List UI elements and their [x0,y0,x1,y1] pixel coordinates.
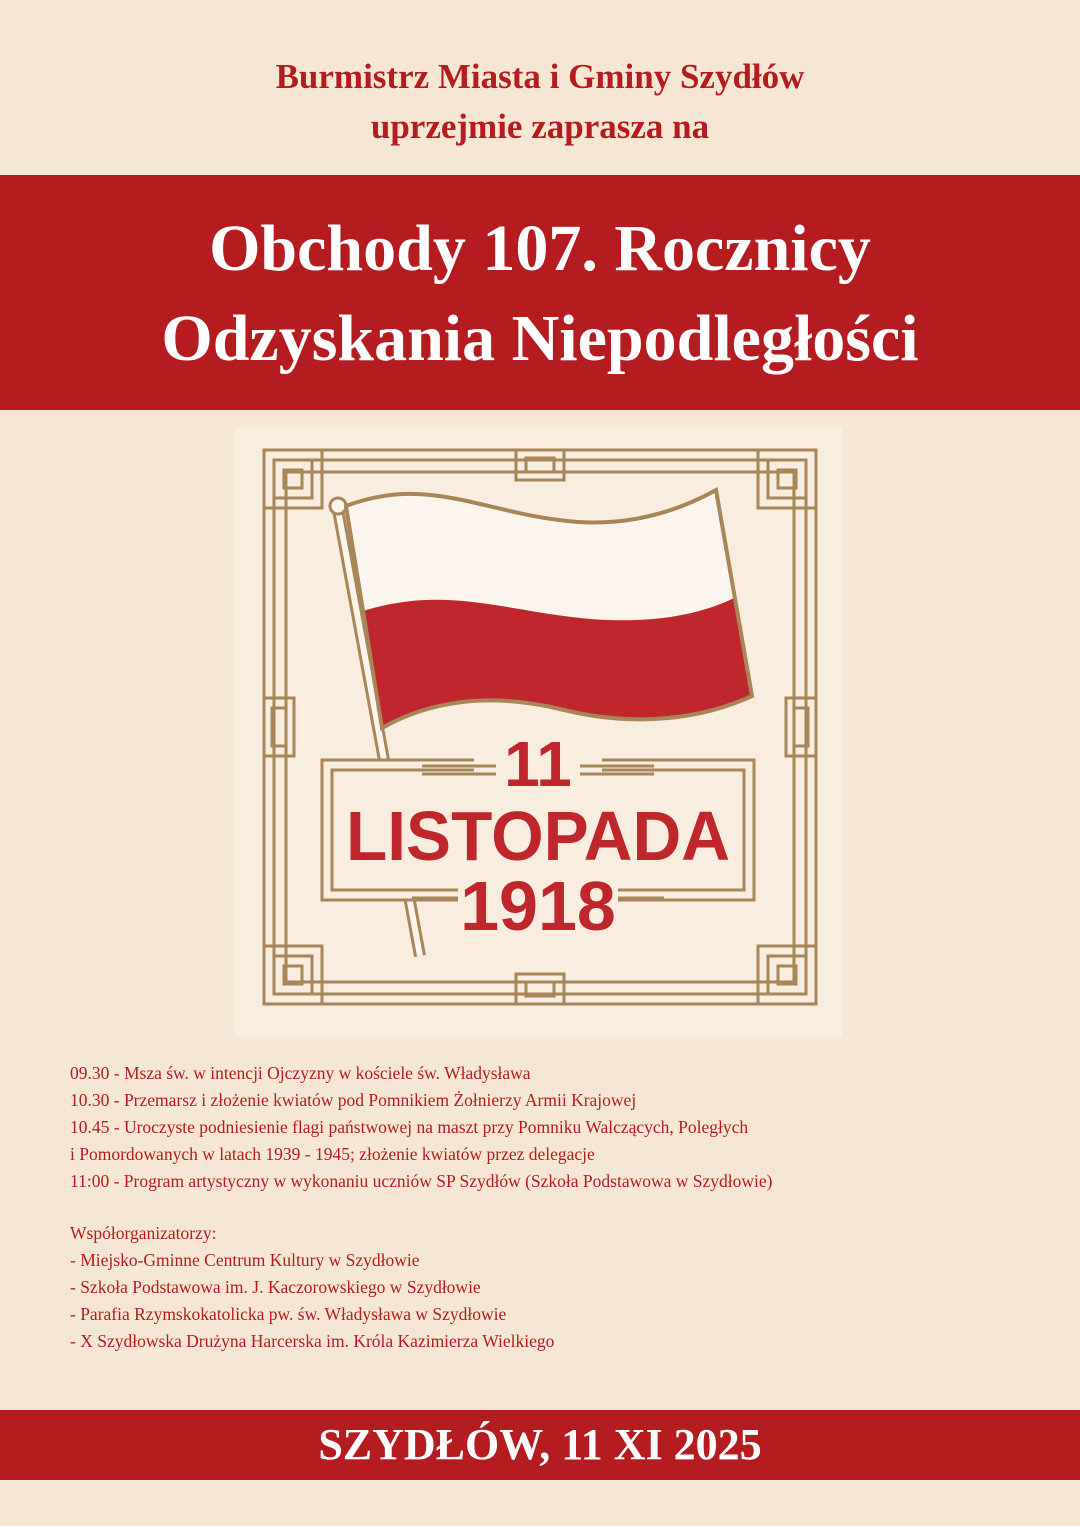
organizer-item: - X Szydłowska Drużyna Harcerska im. Króla Kazimierza Wielkiego [70,1331,555,1351]
schedule-item: 09.30 - Msza św. w intencji Ojczyzny w kościele św. Władysława [70,1063,531,1083]
title-band [0,175,1080,410]
footer-place-date: SZYDŁÓW, 11 XI 2025 [318,1420,762,1469]
co-organizers-heading: Współorganizatorzy: [70,1223,217,1243]
co-organizers [70,1220,1030,1355]
schedule-item: i Pomordowanych w latach 1939 - 1945; złożenie kwiatów przez delegacje [70,1144,595,1164]
footer-band [0,1410,1080,1480]
polish-flag [334,468,764,758]
header-host: Burmistrz Miasta i Gminy Szydłów [275,57,805,96]
event-title-line1: Obchody 107. Rocznicy [209,212,871,285]
organizer-item: - Szkoła Podstawowa im. J. Kaczorowskiego w Szydłowie [70,1277,481,1297]
date-day: 11 [504,728,572,800]
organizer-item: - Miejsko-Gminne Centrum Kultury w Szydłowie [70,1250,420,1270]
invitation-header [0,52,1080,152]
schedule-item: 11:00 - Program artystyczny w wykonaniu uczniów SP Szydłów (Szkoła Podstawowa w Szydłowie) [70,1171,773,1191]
event-title-line2: Odzyskania Niepodległości [161,302,919,375]
schedule-item: 10.45 - Uroczyste podniesienie flagi państwowej na maszt przy Pomniku Walczących, Poległych [70,1117,749,1137]
schedule-item: 10.30 - Przemarsz i złożenie kwiatów pod Pomnikiem Żołnierzy Armii Krajowej [70,1090,637,1110]
organizer-item: - Parafia Rzymskokatolicka pw. św. Władysława w Szydłowie [70,1304,507,1324]
date-month: LISTOPADA [346,797,730,875]
independence-emblem [234,428,842,1036]
date-year: 1918 [460,867,616,945]
event-schedule [70,1060,1030,1195]
header-invite: uprzejmie zaprasza na [370,107,710,146]
